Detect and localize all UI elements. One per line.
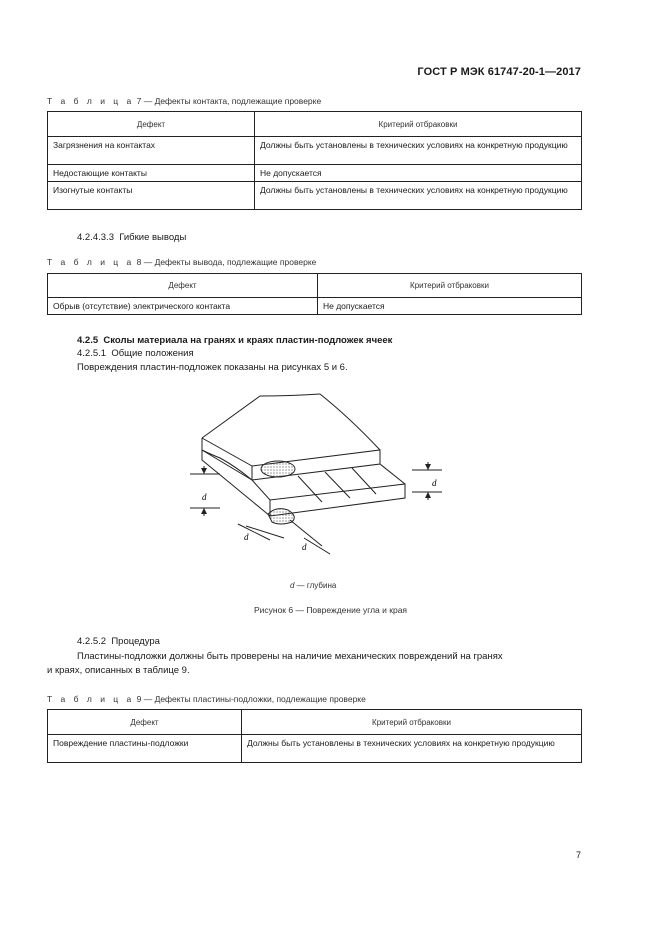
table-7-caption-text: 7 — Дефекты контакта, подлежащие проверке xyxy=(134,96,322,106)
table-7-header-defect: Дефект xyxy=(48,112,255,137)
paragraph-4-2-5-2-line-2: и краях, описанных в таблице 9. xyxy=(47,665,190,676)
page-number: 7 xyxy=(575,850,581,860)
table-8-cell-defect: Обрыв (отсутствие) электрического контакта xyxy=(48,298,318,315)
table-9-header-defect: Дефект xyxy=(48,710,242,735)
table-7-header-criterion: Критерий отбраковки xyxy=(255,112,582,137)
corner-damage-mark xyxy=(261,461,295,477)
table-7-cell-defect: Недостающие контакты xyxy=(48,165,255,182)
table-8-caption xyxy=(47,257,316,267)
figure-6-substrate-damage xyxy=(180,388,450,568)
paragraph-4-2-5-2-line-1: Пластины-подложки должны быть проверены на наличие механических повреждений на гранях xyxy=(77,651,503,662)
section-4-2-5-1-heading xyxy=(77,348,194,359)
legend-symbol: d xyxy=(290,581,295,590)
table-row xyxy=(48,182,582,210)
depth-label-bottom-left: d xyxy=(244,532,249,542)
table-7-cell-defect: Изогнутые контакты xyxy=(48,182,255,210)
table-9-caption-word: Т а б л и ц а xyxy=(47,694,135,704)
table-8-header-defect: Дефект xyxy=(48,274,318,298)
table-9-caption xyxy=(47,694,366,704)
table-9-cell-criterion: Должны быть установлены в технических условиях на конкретную продукцию xyxy=(242,735,582,763)
depth-label-bottom-right: d xyxy=(302,542,307,552)
table-8-caption-text: 8 — Дефекты вывода, подлежащие проверке xyxy=(134,257,317,267)
section-number: 4.2.5 xyxy=(77,335,99,346)
depth-label-left: d xyxy=(202,492,207,502)
depth-label-right: d xyxy=(432,478,437,488)
edge-damage-mark xyxy=(268,509,294,524)
table-8 xyxy=(47,273,582,315)
table-row xyxy=(48,298,582,315)
table-8-caption-word: Т а б л и ц а xyxy=(47,257,135,267)
section-title: Процедура xyxy=(111,636,160,647)
section-4-2-4-3-3-heading xyxy=(77,232,186,243)
table-9-cell-defect: Повреждение пластины-подложки xyxy=(48,735,242,763)
section-title: Общие положения xyxy=(111,348,194,359)
document-standard-header: ГОСТ Р МЭК 61747-20-1—2017 xyxy=(417,66,581,78)
section-number: 4.2.5.1 xyxy=(77,348,107,359)
table-row xyxy=(48,735,582,763)
table-7-cell-criterion: Не допускается xyxy=(255,165,582,182)
table-9-caption-text: 9 — Дефекты пластины-подложки, подлежащие проверке xyxy=(134,694,366,704)
section-number: 4.2.4.3.3 xyxy=(77,232,114,243)
table-9-header-criterion: Критерий отбраковки xyxy=(242,710,582,735)
section-4-2-5-2-heading xyxy=(77,636,160,647)
table-row xyxy=(48,137,582,165)
section-number: 4.2.5.2 xyxy=(77,636,107,647)
table-row xyxy=(48,165,582,182)
table-8-header-criterion: Критерий отбраковки xyxy=(318,274,582,298)
section-4-2-5-heading xyxy=(77,335,392,346)
section-title: Гибкие выводы xyxy=(119,232,187,243)
table-9 xyxy=(47,709,582,763)
section-title: Сколы материала на гранях и краях пластин-подложек ячеек xyxy=(103,335,393,346)
table-7-cell-criterion: Должны быть установлены в технических условиях на конкретную продукцию xyxy=(255,137,582,165)
paragraph-4-2-5-1: Повреждения пластин-подложек показаны на рисунках 5 и 6. xyxy=(77,362,348,373)
table-7-cell-criterion: Должны быть установлены в технических условиях на конкретную продукцию xyxy=(255,182,582,210)
table-7-cell-defect: Загрязнения на контактах xyxy=(48,137,255,165)
table-8-cell-criterion: Не допускается xyxy=(318,298,582,315)
legend-text: — глубина xyxy=(294,581,337,590)
figure-6-caption: Рисунок 6 — Повреждение угла и края xyxy=(253,605,408,615)
table-7-caption xyxy=(47,96,321,106)
table-7-caption-word: Т а б л и ц а xyxy=(47,96,135,106)
table-7 xyxy=(47,111,582,210)
figure-6-legend xyxy=(290,581,336,590)
